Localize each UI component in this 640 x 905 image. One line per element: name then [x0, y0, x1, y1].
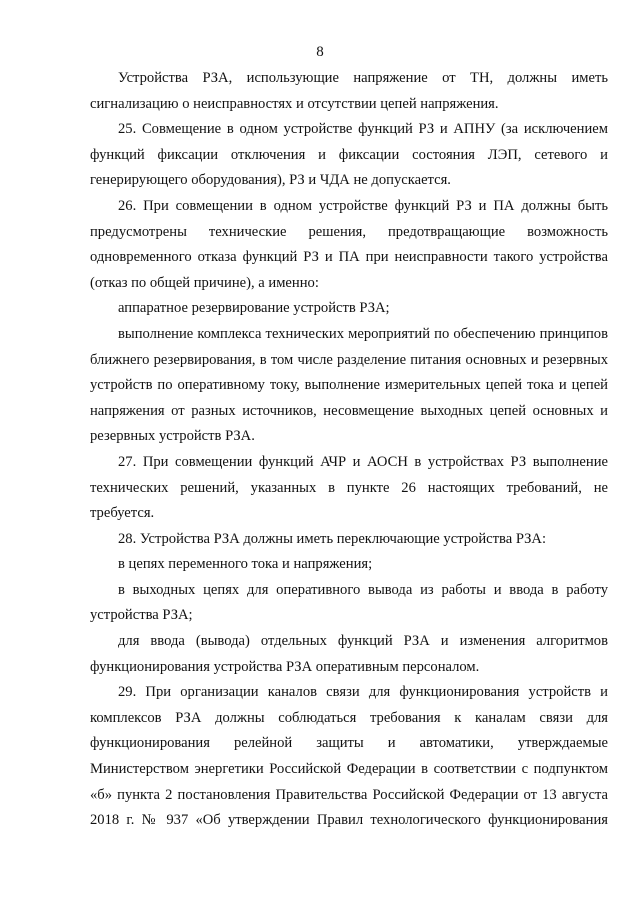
document-body [90, 66, 608, 834]
paragraph-25: 25. Совмещение в одном устройстве функций РЗ и АПНУ (за исключением функций фиксации отключения и фиксации состояния ЛЭП, сетевого и генерирующего оборудования), РЗ и ЧДА не допускается. [90, 121, 608, 189]
list-item-near-redundancy: выполнение комплекса технических мероприятий по обеспечению принципов ближнего резервирования, в том числе разделение питания основных и резервных устройств по оперативному току, выполнение измерительных цепей тока и цепей напряжения от разных источников, несовмещение выходных цепей основных и резервных устройств РЗА. [90, 325, 608, 445]
list-item-ac-circuits: в цепях переменного тока и напряжения; [118, 556, 373, 573]
paragraph-26: 26. При совмещении в одном устройстве функций РЗ и ПА должны быть предусмотрены технические решения, предотвращающие возможность одновременного отказа функций РЗ и ПА при неисправности такого устройства (отказ по общей причине), а именно: [90, 197, 608, 291]
list-item-output-circuits: в выходных цепях для оперативного вывода из работы и ввода в работу устройства РЗА; [90, 581, 608, 624]
page-number: 8 [316, 44, 324, 60]
list-item-hardware-redundancy: аппаратное резервирование устройств РЗА; [118, 300, 390, 317]
paragraph-28: 28. Устройства РЗА должны иметь переключающие устройства РЗА: [118, 530, 547, 547]
paragraph-tn-signaling: Устройства РЗА, использующие напряжение от ТН, должны иметь сигнализацию о неисправностях и отсутствии цепей напряжения. [90, 70, 608, 112]
paragraph-29: 29. При организации каналов связи для функционирования устройств и комплексов РЗА должны соблюдаться требования к каналам связи для функционирования релейной защиты и автоматики, утверждаемые Министерством энергетики Российской Федерации в соответствии с подпунктом «б» пункта 2 постановления Правительства Российской Федерации от 13 августа 2018 г. № 937 «Об утверждении Правил технологического функционирования [90, 684, 608, 829]
paragraph-27: 27. При совмещении функций АЧР и АОСН в устройствах РЗ выполнение технических решений, указанных в пункте 26 настоящих требований, не требуется. [90, 453, 608, 522]
list-item-function-switching: для ввода (вывода) отдельных функций РЗА и изменения алгоритмов функционирования устройства РЗА оперативным персоналом. [90, 633, 608, 675]
